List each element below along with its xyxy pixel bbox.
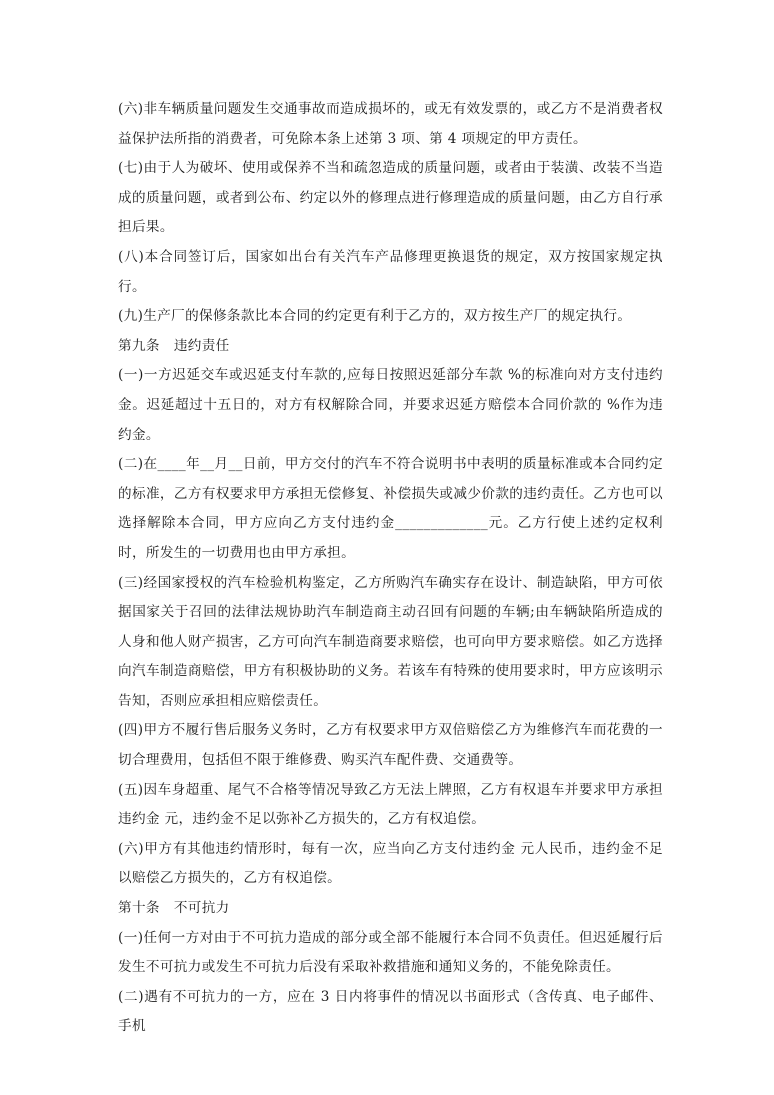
clause-9-5: (五)因车身超重、尾气不合格等情况导致乙方无法上牌照，乙方有权退车并要求甲方承担违约金 元，违约金不足以弥补乙方损失的，乙方有权追偿。 bbox=[118, 781, 663, 828]
clause-9-3: (三)经国家授权的汽车检验机构鉴定，乙方所购汽车确实存在设计、制造缺陷，甲方可依据国家关于召回的法律法规协助汽车制造商主动召回有问题的车辆;由车辆缺陷所造成的人身和他人财产损害，乙方可向汽车制造商要求赔偿，也可向甲方要求赔偿。如乙方选择向汽车制造商赔偿，甲方有积极协助的义务。若该车有特殊的使用要求时，甲方应该明示告知，否则应承担相应赔偿责任。 bbox=[118, 574, 663, 709]
clause-9-2: (二)在____年__月__日前，甲方交付的汽车不符合说明书中表明的质量标准或本合同约定的标准，乙方有权要求甲方承担无偿修复、补偿损失或减少价款的违约责任。乙方也可以选择解除本合同，甲方应向乙方支付违约金_____________元。乙方行使上述约定权利时，所发生的一切费用也由甲方承担。 bbox=[118, 456, 663, 561]
contract-text bbox=[118, 95, 663, 1042]
clause-10-2: (二)遇有不可抗力的一方，应在 3 日内将事件的情况以书面形式（含传真、电子邮件、手机 bbox=[118, 988, 663, 1035]
clause-8-6: (六)非车辆质量问题发生交通事故而造成损坏的，或无有效发票的，或乙方不是消费者权益保护法所指的消费者，可免除本条上述第 3 项、第 4 项规定的甲方责任。 bbox=[118, 101, 663, 147]
clause-9-1: (一)一方迟延交车或迟延支付车款的,应每日按照迟延部分车款 %的标准向对方支付违约金。迟延超过十五日的，对方有权解除合同，并要求迟延方赔偿本合同价款的 %作为违约金。 bbox=[118, 367, 663, 443]
clause-8-9: (九)生产厂的保修条款比本合同的约定更有利于乙方的，双方按生产厂的规定执行。 bbox=[118, 308, 632, 325]
clause-9-6: (六)甲方有其他违约情形时，每有一次，应当向乙方支付违约金 元人民币，违约金不足以赔偿乙方损失的，乙方有权追偿。 bbox=[118, 840, 663, 887]
clause-9-4: (四)甲方不履行售后服务义务时，乙方有权要求甲方双倍赔偿乙方为维修汽车而花费的一切合理费用，包括但不限于维修费、购买汽车配件费、交通费等。 bbox=[118, 722, 663, 769]
article-10-heading: 第十条 不可抗力 bbox=[118, 900, 230, 917]
clause-10-1: (一)任何一方对由于不可抗力造成的部分或全部不能履行本合同不负责任。但迟延履行后发生不可抗力或发生不可抗力后没有采取补救措施和通知义务的，不能免除责任。 bbox=[118, 929, 663, 976]
clause-8-8: (八)本合同签订后，国家如出台有关汽车产品修理更换退货的规定，双方按国家规定执行。 bbox=[118, 248, 663, 295]
clause-8-7: (七)由于人为破坏、使用或保养不当和疏忽造成的质量问题，或者由于装潢、改装不当造成的质量问题，或者到公布、约定以外的修理点进行修理造成的质量问题，由乙方自行承担后果。 bbox=[118, 160, 663, 236]
article-9-heading: 第九条 违约责任 bbox=[118, 337, 230, 354]
